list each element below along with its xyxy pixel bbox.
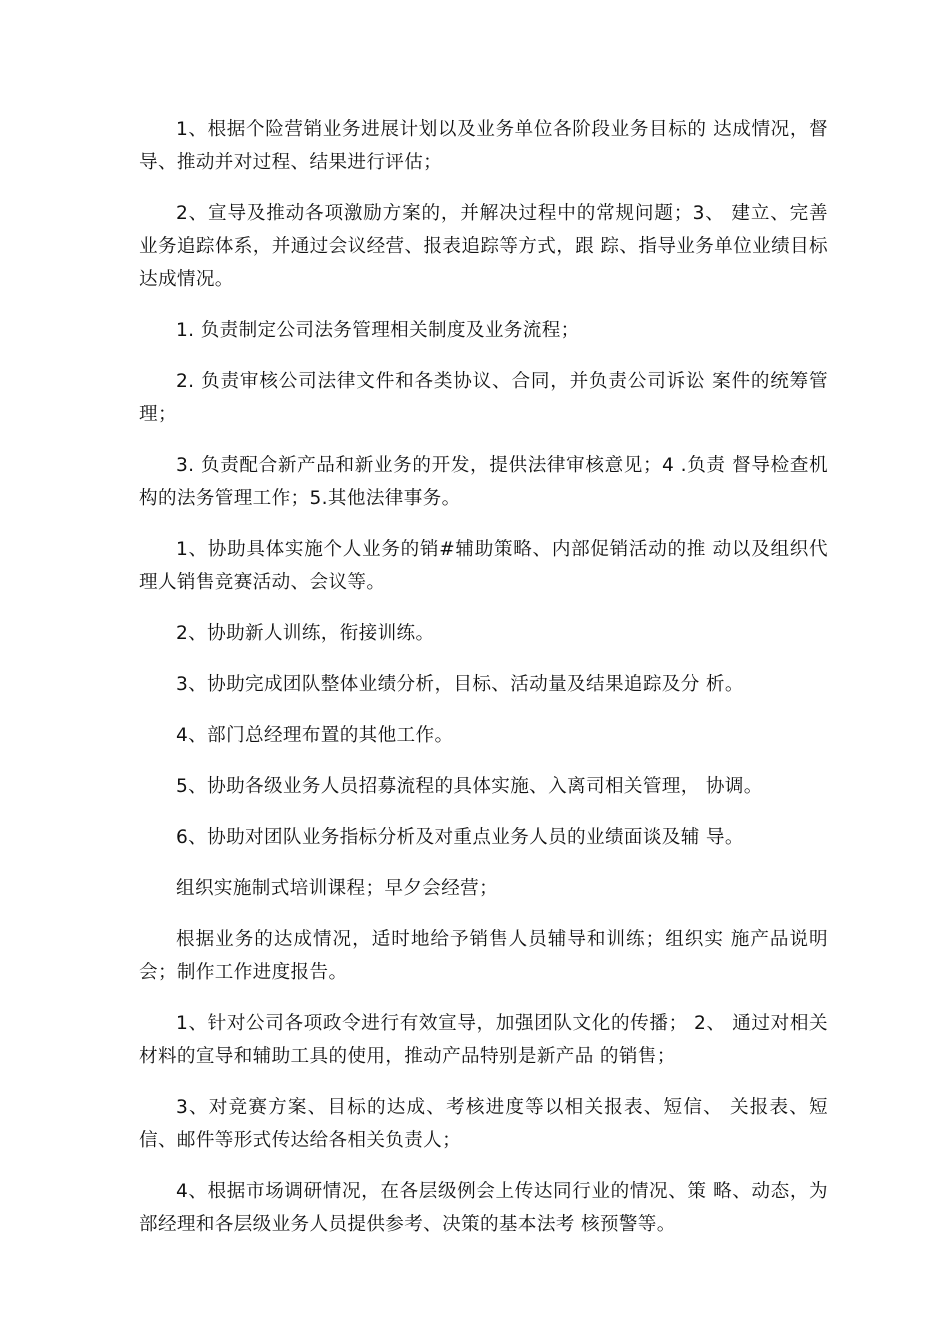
paragraph-5: 3. 负责配合新产品和新业务的开发，提供法律审核意见；4 .负责 督导检查机构的法务管理工作；5.其他法律事务。: [139, 455, 828, 509]
paragraph-4: 2. 负责审核公司法律文件和各类协议、合同，并负责公司诉讼 案件的统筹管理；: [139, 371, 828, 425]
paragraph-10: 5、协助各级业务人员招募流程的具体实施、入离司相关管理， 协调。: [176, 776, 763, 797]
paragraph-9: 4、部门总经理布置的其他工作。: [176, 725, 454, 746]
paragraph-7: 2、协助新人训练，衔接训练。: [176, 623, 435, 644]
paragraph-12: 组织实施制式培训课程；早夕会经营；: [176, 878, 499, 899]
paragraph-8: 3、协助完成团队整体业绩分析，目标、活动量及结果追踪及分 析。: [176, 674, 744, 695]
paragraph-6: 1、协助具体实施个人业务的销#辅助策略、内部促销活动的推 动以及组织代理人销售竞赛活动、会议等。: [139, 539, 828, 593]
paragraph-1: 1、根据个险营销业务进展计划以及业务单位各阶段业务目标的 达成情况，督导、推动并对过程、结果进行评估；: [139, 119, 828, 173]
paragraph-15: 3、对竞赛方案、目标的达成、考核进度等以相关报表、短信、 关报表、短信、邮件等形式传达给各相关负责人；: [139, 1097, 828, 1151]
paragraph-3: 1. 负责制定公司法务管理相关制度及业务流程；: [176, 320, 580, 341]
paragraph-11: 6、协助对团队业务指标分析及对重点业务人员的业绩面谈及辅 导。: [176, 827, 744, 848]
paragraph-14: 1、针对公司各项政令进行有效宣导，加强团队文化的传播； 2、 通过对相关材料的宣导和辅助工具的使用，推动产品特别是新产品 的销售；: [139, 1013, 828, 1067]
paragraph-16: 4、根据市场调研情况，在各层级例会上传达同行业的情况、策 略、动态，为部经理和各层级业务人员提供参考、决策的基本法考 核预警等。: [139, 1181, 828, 1235]
paragraph-13: 根据业务的达成情况，适时地给予销售人员辅导和训练；组织实 施产品说明会；制作工作进度报告。: [139, 929, 828, 983]
paragraph-2: 2、宣导及推动各项激励方案的，并解决过程中的常规问题；3、 建立、完善业务追踪体系，并通过会议经营、报表追踪等方式，跟 踪、指导业务单位业绩目标达成情况。: [139, 203, 828, 290]
